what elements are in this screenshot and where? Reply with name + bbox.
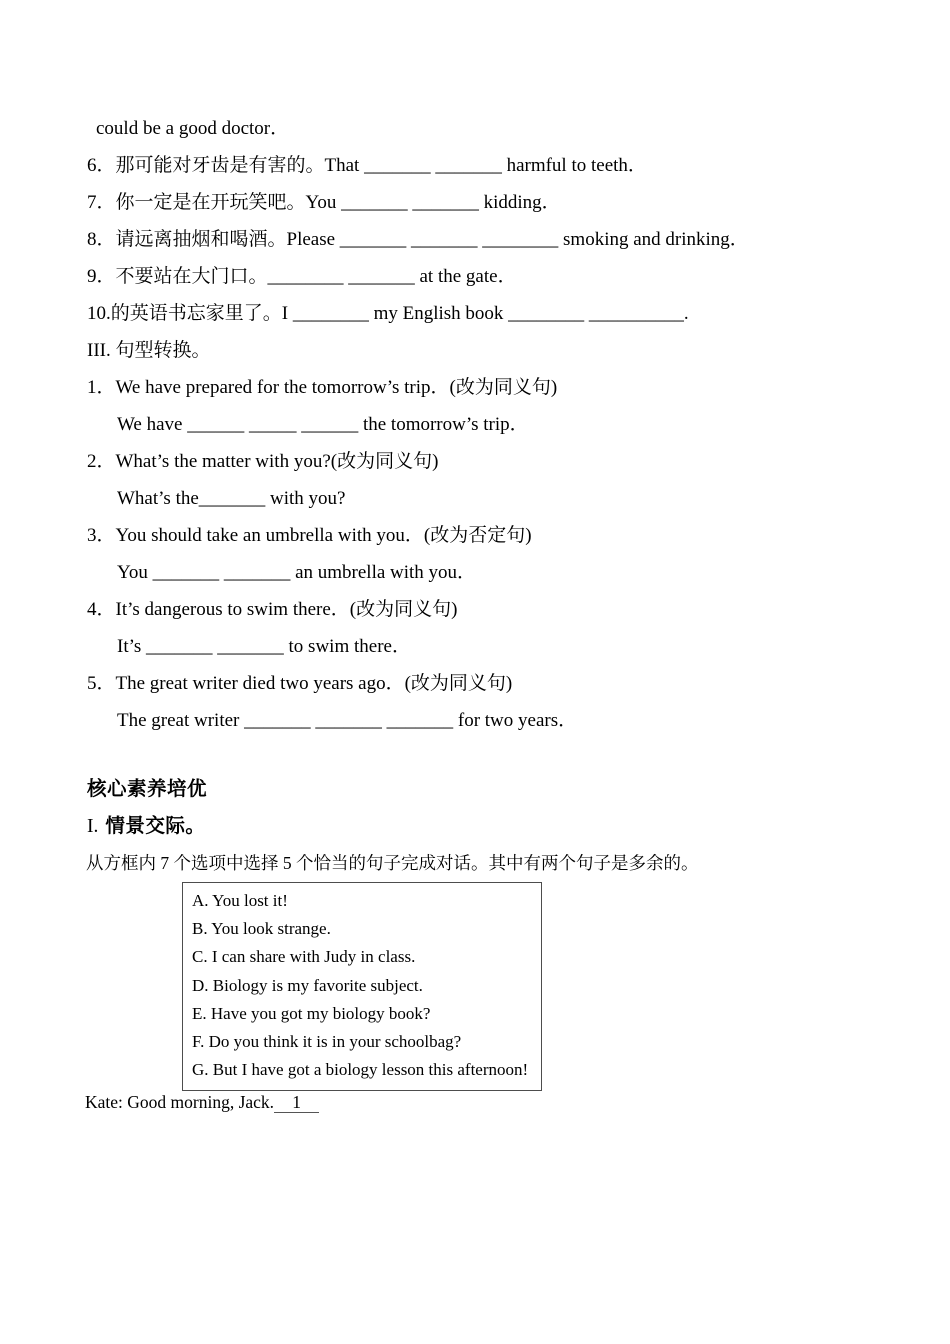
fill-item-7: 7．你一定是在开玩笑吧。You _______ _______ kidding． [87,192,561,213]
transform-item-2-answer: What’s the_______ with you? [117,488,346,509]
fill-item-6: 6．那可能对牙齿是有害的。That _______ _______ harmful to teeth． [87,155,647,176]
transform-item-4-answer: It’s _______ _______ to swim there． [117,636,411,657]
transform-item-3-answer: You _______ _______ an umbrella with you． [117,562,477,583]
subheading-roman-numeral: I. [87,816,99,837]
option-item-a: A. You lost it! [192,891,288,910]
transform-item-1-prompt: 1．We have prepared for the tomorrow’s trip．(改为同义句) [87,377,558,398]
exercise-body [87,110,807,739]
transform-item-5-answer: The great writer _______ _______ _______ for two years． [117,710,578,731]
section3-heading: III. 句型转换。 [87,340,211,361]
instruction-line: 从方框内 7 个选项中选择 5 个恰当的句子完成对话。其中有两个句子是多余的。 [86,853,699,873]
option-item-f: F. Do you think it is in your schoolbag? [192,1032,462,1052]
option-item-g: G. But I have got a biology lesson this afternoon! [192,1060,529,1080]
bonus-section-heading: 核心素养培优 [87,779,208,800]
fill-item-8: 8．请远离抽烟和喝酒。Please _______ _______ ________ smoking and drinking． [87,229,749,250]
dialog-options-box [182,882,542,1091]
transform-item-5-prompt: 5．The great writer died two years ago．(改为同义句) [87,673,513,694]
option-item-e: E. Have you got my biology book? [192,1003,431,1023]
transform-item-3-prompt: 3．You should take an umbrella with you．(改为否定句) [87,525,532,546]
fill-item-9: 9．不要站在大门口。________ _______ at the gate． [87,266,517,287]
dialogue-prefix: Kate: Good morning, Jack. [85,1092,275,1112]
fill-item-10: 10.的英语书忘家里了。I ________ my English book ________ __________. [87,303,689,324]
transform-item-1-answer: We have ______ _____ ______ the tomorrow’s trip． [117,414,529,435]
dialogue-line [85,1091,319,1114]
option-item-c: C. I can share with Judy in class. [192,947,416,967]
option-item-d: D. Biology is my favorite subject. [192,975,423,995]
transform-item-4-prompt: 4．It’s dangerous to swim there．(改为同义句) [87,599,458,620]
option-item-b: B. You look strange. [192,919,331,939]
transform-item-2-prompt: 2．What’s the matter with you?(改为同义句) [87,451,439,472]
intro-line: could be a good doctor． [96,118,290,139]
answer-blank-underline: 1 [274,1093,319,1113]
subheading-title: 情景交际。 [105,816,206,837]
bonus-subheading [87,808,205,845]
